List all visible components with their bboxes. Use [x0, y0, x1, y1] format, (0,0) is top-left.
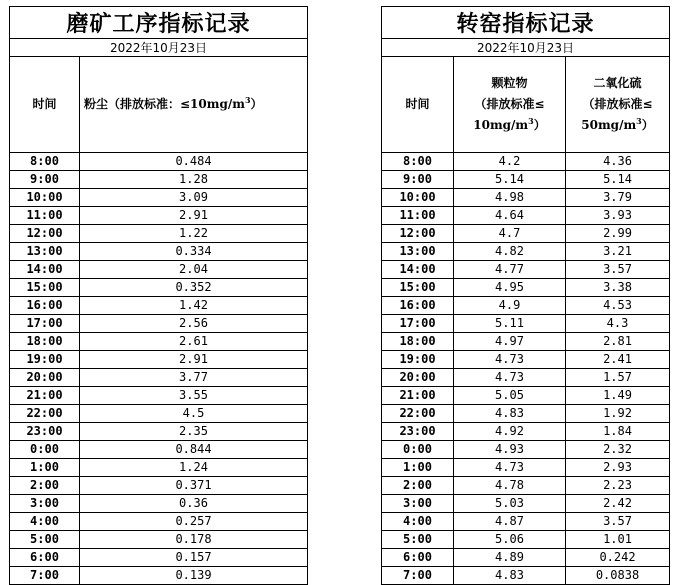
time-cell: 13:00: [382, 243, 454, 261]
grinding-header-dust-sup: 3: [244, 95, 251, 105]
table-row: [382, 423, 670, 441]
dust-value-cell: 2.91: [80, 207, 308, 225]
kiln-header-so2-unit: 50mg/m: [581, 118, 637, 132]
grinding-table-date: 2022年10月23日: [10, 39, 308, 57]
table-row: [10, 189, 308, 207]
time-cell: 1:00: [382, 459, 454, 477]
kiln-header-particulate-line3: [454, 115, 565, 136]
time-cell: 15:00: [10, 279, 80, 297]
dust-value-cell: 3.77: [80, 369, 308, 387]
table-row: [10, 567, 308, 585]
so2-value-cell: 2.81: [566, 333, 670, 351]
table-row: [382, 171, 670, 189]
time-cell: 8:00: [10, 153, 80, 171]
table-row: [10, 225, 308, 243]
time-cell: 19:00: [10, 351, 80, 369]
particulate-value-cell: 4.83: [454, 567, 566, 585]
table-row: [382, 459, 670, 477]
time-cell: 6:00: [382, 549, 454, 567]
so2-value-cell: 1.49: [566, 387, 670, 405]
table-row: [382, 333, 670, 351]
time-cell: 2:00: [382, 477, 454, 495]
particulate-value-cell: 4.78: [454, 477, 566, 495]
time-cell: 13:00: [10, 243, 80, 261]
time-cell: 3:00: [382, 495, 454, 513]
table-row: [382, 567, 670, 585]
so2-value-cell: 5.14: [566, 171, 670, 189]
table-row: [10, 297, 308, 315]
time-cell: 14:00: [382, 261, 454, 279]
time-cell: 11:00: [10, 207, 80, 225]
dust-value-cell: 0.334: [80, 243, 308, 261]
so2-value-cell: 3.21: [566, 243, 670, 261]
particulate-value-cell: 4.64: [454, 207, 566, 225]
kiln-indicator-table: [381, 6, 670, 585]
table-row: [10, 351, 308, 369]
dust-value-cell: 3.09: [80, 189, 308, 207]
table-row: [10, 549, 308, 567]
so2-value-cell: 4.53: [566, 297, 670, 315]
so2-value-cell: 1.84: [566, 423, 670, 441]
table-row: [382, 225, 670, 243]
kiln-header-so2-line3: [566, 115, 669, 136]
kiln-header-so2-line2: （排放标准≤: [582, 97, 653, 111]
so2-value-cell: 2.41: [566, 351, 670, 369]
particulate-value-cell: 4.98: [454, 189, 566, 207]
so2-value-cell: 4.3: [566, 315, 670, 333]
time-cell: 7:00: [382, 567, 454, 585]
particulate-value-cell: 4.7: [454, 225, 566, 243]
grinding-header-time: 时间: [10, 57, 80, 153]
particulate-value-cell: 4.73: [454, 369, 566, 387]
particulate-value-cell: 5.03: [454, 495, 566, 513]
particulate-value-cell: 4.83: [454, 405, 566, 423]
time-cell: 0:00: [382, 441, 454, 459]
so2-value-cell: 0.0838: [566, 567, 670, 585]
time-cell: 5:00: [382, 531, 454, 549]
particulate-value-cell: 5.05: [454, 387, 566, 405]
dust-value-cell: 2.04: [80, 261, 308, 279]
table-row: [10, 279, 308, 297]
kiln-header-particulate: [454, 57, 566, 153]
so2-value-cell: 2.32: [566, 441, 670, 459]
table-row: [10, 171, 308, 189]
time-cell: 16:00: [10, 297, 80, 315]
dust-value-cell: 1.22: [80, 225, 308, 243]
kiln-header-time: 时间: [382, 57, 454, 153]
so2-value-cell: 3.79: [566, 189, 670, 207]
particulate-value-cell: 4.77: [454, 261, 566, 279]
particulate-value-cell: 5.11: [454, 315, 566, 333]
time-cell: 15:00: [382, 279, 454, 297]
dust-value-cell: 0.178: [80, 531, 308, 549]
table-row: [382, 441, 670, 459]
so2-value-cell: 1.01: [566, 531, 670, 549]
kiln-header-particulate-sup: 3: [528, 116, 534, 126]
kiln-header-so2-close: ）: [641, 118, 654, 132]
so2-value-cell: 2.99: [566, 225, 670, 243]
so2-value-cell: 1.57: [566, 369, 670, 387]
table-row: [382, 549, 670, 567]
dust-value-cell: 0.484: [80, 153, 308, 171]
time-cell: 9:00: [382, 171, 454, 189]
time-cell: 6:00: [10, 549, 80, 567]
time-cell: 18:00: [382, 333, 454, 351]
table-row: [382, 153, 670, 171]
table-row: [10, 531, 308, 549]
dust-value-cell: 0.844: [80, 441, 308, 459]
dust-value-cell: 2.61: [80, 333, 308, 351]
table-row: [382, 387, 670, 405]
so2-value-cell: 3.93: [566, 207, 670, 225]
time-cell: 10:00: [10, 189, 80, 207]
table-row: [382, 279, 670, 297]
dust-value-cell: 0.352: [80, 279, 308, 297]
grinding-indicator-table: [9, 6, 308, 585]
so2-value-cell: 2.23: [566, 477, 670, 495]
particulate-value-cell: 4.92: [454, 423, 566, 441]
table-row: [10, 387, 308, 405]
time-cell: 9:00: [10, 171, 80, 189]
dust-value-cell: 1.24: [80, 459, 308, 477]
grinding-header-dust-text: 粉尘（排放标准：≤10mg/m: [84, 97, 245, 111]
grinding-header-dust: [80, 57, 308, 153]
so2-value-cell: 4.36: [566, 153, 670, 171]
time-cell: 8:00: [382, 153, 454, 171]
so2-value-cell: 2.42: [566, 495, 670, 513]
table-row: [10, 495, 308, 513]
dust-value-cell: 1.42: [80, 297, 308, 315]
dust-value-cell: 2.35: [80, 423, 308, 441]
dust-value-cell: 3.55: [80, 387, 308, 405]
table-row: [10, 405, 308, 423]
table-row: [382, 297, 670, 315]
time-cell: 4:00: [10, 513, 80, 531]
particulate-value-cell: 5.06: [454, 531, 566, 549]
table-row: [382, 261, 670, 279]
table-row: [10, 153, 308, 171]
table-row: [10, 243, 308, 261]
kiln-header-so2-line1: 二氧化硫: [593, 76, 642, 90]
time-cell: 17:00: [10, 315, 80, 333]
time-cell: 2:00: [10, 477, 80, 495]
kiln-table-date: 2022年10月23日: [382, 39, 670, 57]
table-row: [382, 477, 670, 495]
particulate-value-cell: 4.93: [454, 441, 566, 459]
so2-value-cell: 2.93: [566, 459, 670, 477]
time-cell: 4:00: [382, 513, 454, 531]
dust-value-cell: 0.139: [80, 567, 308, 585]
time-cell: 10:00: [382, 189, 454, 207]
time-cell: 17:00: [382, 315, 454, 333]
time-cell: 16:00: [382, 297, 454, 315]
dust-value-cell: 0.257: [80, 513, 308, 531]
dust-value-cell: 0.157: [80, 549, 308, 567]
particulate-value-cell: 4.82: [454, 243, 566, 261]
table-row: [10, 207, 308, 225]
time-cell: 5:00: [10, 531, 80, 549]
time-cell: 18:00: [10, 333, 80, 351]
so2-value-cell: 0.242: [566, 549, 670, 567]
time-cell: 21:00: [382, 387, 454, 405]
particulate-value-cell: 4.73: [454, 351, 566, 369]
time-cell: 1:00: [10, 459, 80, 477]
time-cell: 12:00: [382, 225, 454, 243]
particulate-value-cell: 4.9: [454, 297, 566, 315]
dust-value-cell: 0.371: [80, 477, 308, 495]
time-cell: 0:00: [10, 441, 80, 459]
dust-value-cell: 4.5: [80, 405, 308, 423]
table-row: [10, 459, 308, 477]
table-row: [382, 369, 670, 387]
time-cell: 21:00: [10, 387, 80, 405]
time-cell: 14:00: [10, 261, 80, 279]
time-cell: 19:00: [382, 351, 454, 369]
time-cell: 11:00: [382, 207, 454, 225]
dust-value-cell: 2.56: [80, 315, 308, 333]
table-row: [10, 441, 308, 459]
table-row: [382, 495, 670, 513]
time-cell: 23:00: [10, 423, 80, 441]
particulate-value-cell: 4.97: [454, 333, 566, 351]
table-row: [10, 333, 308, 351]
time-cell: 12:00: [10, 225, 80, 243]
table-row: [10, 513, 308, 531]
table-row: [382, 315, 670, 333]
time-cell: 22:00: [382, 405, 454, 423]
time-cell: 20:00: [10, 369, 80, 387]
table-row: [382, 405, 670, 423]
so2-value-cell: 3.38: [566, 279, 670, 297]
time-cell: 7:00: [10, 567, 80, 585]
particulate-value-cell: 4.2: [454, 153, 566, 171]
table-row: [10, 477, 308, 495]
time-cell: 22:00: [10, 405, 80, 423]
kiln-header-particulate-line1: 颗粒物: [491, 76, 528, 90]
time-cell: 3:00: [10, 495, 80, 513]
table-row: [382, 351, 670, 369]
so2-value-cell: 1.92: [566, 405, 670, 423]
table-row: [10, 423, 308, 441]
time-cell: 20:00: [382, 369, 454, 387]
kiln-header-particulate-line2: （排放标准≤: [474, 97, 545, 111]
so2-value-cell: 3.57: [566, 513, 670, 531]
particulate-value-cell: 5.14: [454, 171, 566, 189]
dust-value-cell: 0.36: [80, 495, 308, 513]
table-row: [382, 207, 670, 225]
particulate-value-cell: 4.95: [454, 279, 566, 297]
kiln-header-so2: [566, 57, 670, 153]
particulate-value-cell: 4.87: [454, 513, 566, 531]
particulate-value-cell: 4.73: [454, 459, 566, 477]
table-row: [382, 243, 670, 261]
kiln-header-so2-sup: 3: [636, 116, 642, 126]
kiln-header-particulate-unit: 10mg/m: [473, 118, 529, 132]
table-row: [382, 531, 670, 549]
grinding-table-title: 磨矿工序指标记录: [10, 7, 308, 39]
so2-value-cell: 3.57: [566, 261, 670, 279]
table-row: [382, 513, 670, 531]
table-row: [382, 189, 670, 207]
particulate-value-cell: 4.89: [454, 549, 566, 567]
kiln-header-particulate-close: ）: [533, 118, 546, 132]
table-row: [10, 261, 308, 279]
dust-value-cell: 1.28: [80, 171, 308, 189]
dust-value-cell: 2.91: [80, 351, 308, 369]
table-row: [10, 315, 308, 333]
kiln-table-title: 转窑指标记录: [382, 7, 670, 39]
time-cell: 23:00: [382, 423, 454, 441]
grinding-header-dust-close: ）: [250, 97, 263, 111]
table-row: [10, 369, 308, 387]
